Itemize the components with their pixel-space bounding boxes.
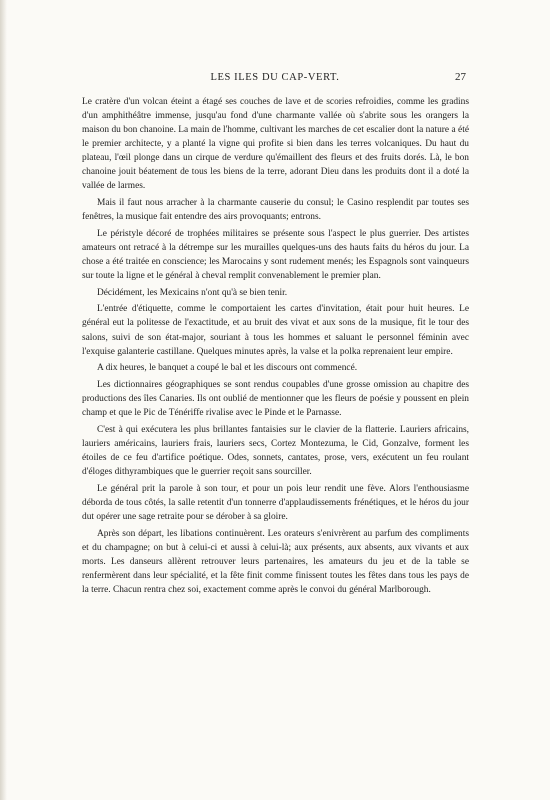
paragraph: Le général prit la parole à son tour, et pour un pois leur rendit une fève. Alors l'enthousiasme déborda de tous côtés, la salle retentit d'un tonnerre d'applaudissements frénétiques, et le héros du jour dut opérer une sage retraite pour se dérober à sa gloire. bbox=[82, 483, 469, 522]
paragraph: Le cratère d'un volcan éteint a étagé ses couches de lave et de scories refroidies, comme les gradins d'un amphithéâtre immense, jusqu'au fond d'une charmante vallée où s'abrite sous les orangers la maison du bon chanoine. La main de l'homme, cultivant les marches de cet escalier dont la nature a été le premier architecte, y a planté la vigne qui profite si bien dans les terres volcaniques. Du haut du plateau, l'œil plonge dans un cirque de verdure qu'émaillent des fleurs et des fruits dorés. Là, le bon chanoine jouit béatement de tous les biens de la terre, adorant Dieu dans les produits dont il a doté la vallée de larmes. bbox=[82, 97, 469, 192]
paragraph: Après son départ, les libations continuèrent. Les orateurs s'enivrèrent au parfum des compliments et du champagne; on but à celui-ci et aussi à celui-là; aux présents, aux absents, aux vivants et aux morts. Les danseurs allèrent retrouver leurs partenaires, les amateurs du jeu et de la table se renfermèrent dans leur spécialité, et la fête finit comme finissent toutes les fêtes dans tous les pays de la terre. Chacun rentra chez soi, exactement comme après le convoi du général Marlborough. bbox=[82, 528, 469, 595]
paragraph: L'entrée d'étiquette, comme le comportaient les cartes d'invitation, était pour huit heures. Le général eut la politesse de l'exactitude, et au bruit des vivat et aux sons de la musique, fit le tour des salons, suivi de son état-major, souriant à tous les hommes et saluant le personnel féminin avec l'exquise galanterie castillane. Quelques minutes après, la valse et la polka reprenaient leur empire. bbox=[82, 304, 469, 357]
paragraph: Le péristyle décoré de trophées militaires se présente sous l'aspect le plus guerrier. Des artistes amateurs ont retracé à la détrempe sur les murailles quelques-uns des hauts faits du héros du jour. La chose a été traitée en conscience; les Marocains y sont rudement menés; les Espagnols sont vainqueurs sur toute la ligne et le général à cheval remplit convenablement le premier plan. bbox=[82, 228, 469, 281]
paragraph: C'est à qui exécutera les plus brillantes fantaisies sur le clavier de la flatterie. Lauriers africains, lauriers américains, lauriers frais, lauriers secs, Cortez Montezuma, le Cid, Gonzalve, forment les étoiles de ce feu d'artifice poétique. Odes, sonnets, cantates, prose, vers, exécutent un feu roulant d'éloges dithyrambiques que le guerrier reçoit sans sourciller. bbox=[82, 424, 469, 477]
running-head: LES ILES DU CAP-VERT. bbox=[210, 72, 340, 83]
page-body bbox=[82, 95, 469, 599]
paragraph: Les dictionnaires géographiques se sont rendus coupables d'une grosse omission au chapitre des productions des îles Canaries. Ils ont oublié de mentionner que les fleurs de poésie y poussent en plein champ et que le Pic de Ténériffe rivalise avec le Pinde et le Parnasse. bbox=[82, 380, 469, 419]
page-header bbox=[82, 72, 468, 86]
paragraph: Décidément, les Mexicains n'ont qu'à se bien tenir. bbox=[97, 287, 288, 298]
paragraph: Mais il faut nous arracher à la charmante causerie du consul; le Casino resplendit par toutes ses fenêtres, la musique fait entendre des airs provoquants; entrons. bbox=[82, 198, 469, 223]
paragraph: A dix heures, le banquet a coupé le bal et les discours ont commencé. bbox=[97, 363, 358, 374]
page-number: 27 bbox=[455, 71, 466, 83]
